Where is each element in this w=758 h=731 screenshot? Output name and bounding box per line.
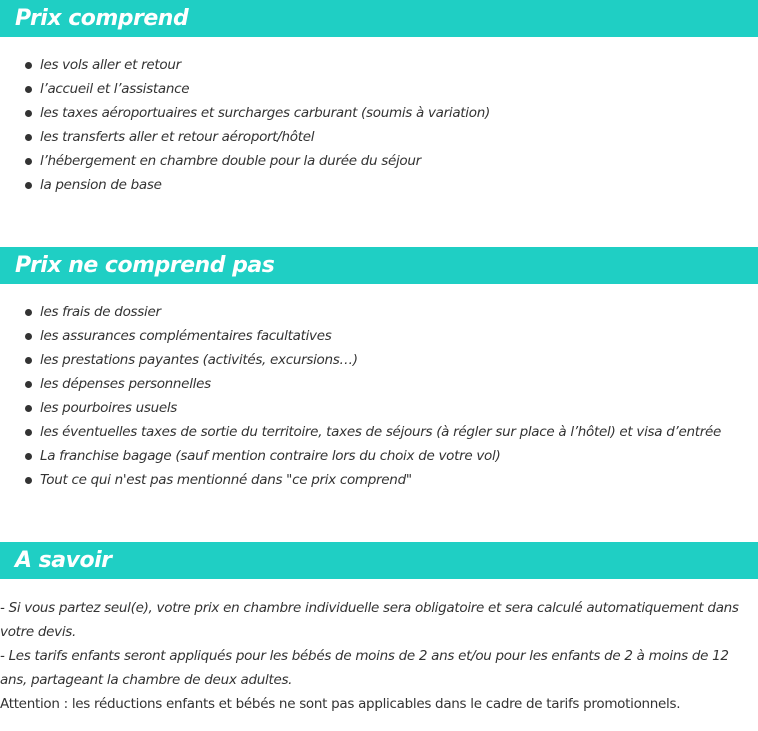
bullet-icon: [25, 429, 32, 436]
list-item: les transferts aller et retour aéroport/hôtel: [0, 125, 758, 149]
list-item: l’accueil et l’assistance: [0, 77, 758, 101]
included-list: [0, 53, 758, 197]
section-included: [0, 0, 758, 193]
section-excluded: [0, 247, 758, 488]
section-title-a-savoir: A savoir: [0, 542, 758, 579]
list-item: les frais de dossier: [0, 300, 758, 324]
bullet-icon: [25, 182, 32, 189]
section-title-included: Prix comprend: [0, 0, 758, 37]
list-item: les prestations payantes (activités, excursions…): [0, 348, 758, 372]
section-a-savoir: [0, 542, 758, 712]
info-paragraph: - Si vous partez seul(e), votre prix en chambre individuelle sera obligatoire et sera calculé automatiquement dans votre devis.: [0, 600, 739, 640]
list-item: les dépenses personnelles: [0, 372, 758, 396]
list-item: les vols aller et retour: [0, 53, 758, 77]
bullet-icon: [25, 453, 32, 460]
list-item: l’hébergement en chambre double pour la durée du séjour: [0, 149, 758, 173]
list-item: les assurances complémentaires facultatives: [0, 324, 758, 348]
list-item: les pourboires usuels: [0, 396, 758, 420]
bullet-icon: [25, 134, 32, 141]
bullet-icon: [25, 158, 32, 165]
bullet-icon: [25, 110, 32, 117]
bullet-icon: [25, 357, 32, 364]
a-savoir-body: [0, 596, 758, 716]
list-item: les taxes aéroportuaires et surcharges carburant (soumis à variation): [0, 101, 758, 125]
bullet-icon: [25, 381, 32, 388]
section-title-excluded: Prix ne comprend pas: [0, 247, 758, 284]
bullet-icon: [25, 309, 32, 316]
bullet-icon: [25, 477, 32, 484]
bullet-icon: [25, 86, 32, 93]
list-item: la pension de base: [0, 173, 758, 197]
list-item: La franchise bagage (sauf mention contraire lors du choix de votre vol): [0, 444, 758, 468]
excluded-list: [0, 300, 758, 492]
bullet-icon: [25, 405, 32, 412]
info-paragraph: - Les tarifs enfants seront appliqués pour les bébés de moins de 2 ans et/ou pour les enfants de 2 à moins de 12 ans, partageant la chambre de deux adultes.: [0, 648, 729, 688]
bullet-icon: [25, 62, 32, 69]
list-item: les éventuelles taxes de sortie du territoire, taxes de séjours (à régler sur place à l’hôtel) et visa d’entrée: [0, 420, 758, 444]
attention-note: Attention : les réductions enfants et bébés ne sont pas applicables dans le cadre de tarifs promotionnels.: [0, 696, 681, 712]
bullet-icon: [25, 333, 32, 340]
list-item: Tout ce qui n'est pas mentionné dans "ce prix comprend": [0, 468, 758, 492]
